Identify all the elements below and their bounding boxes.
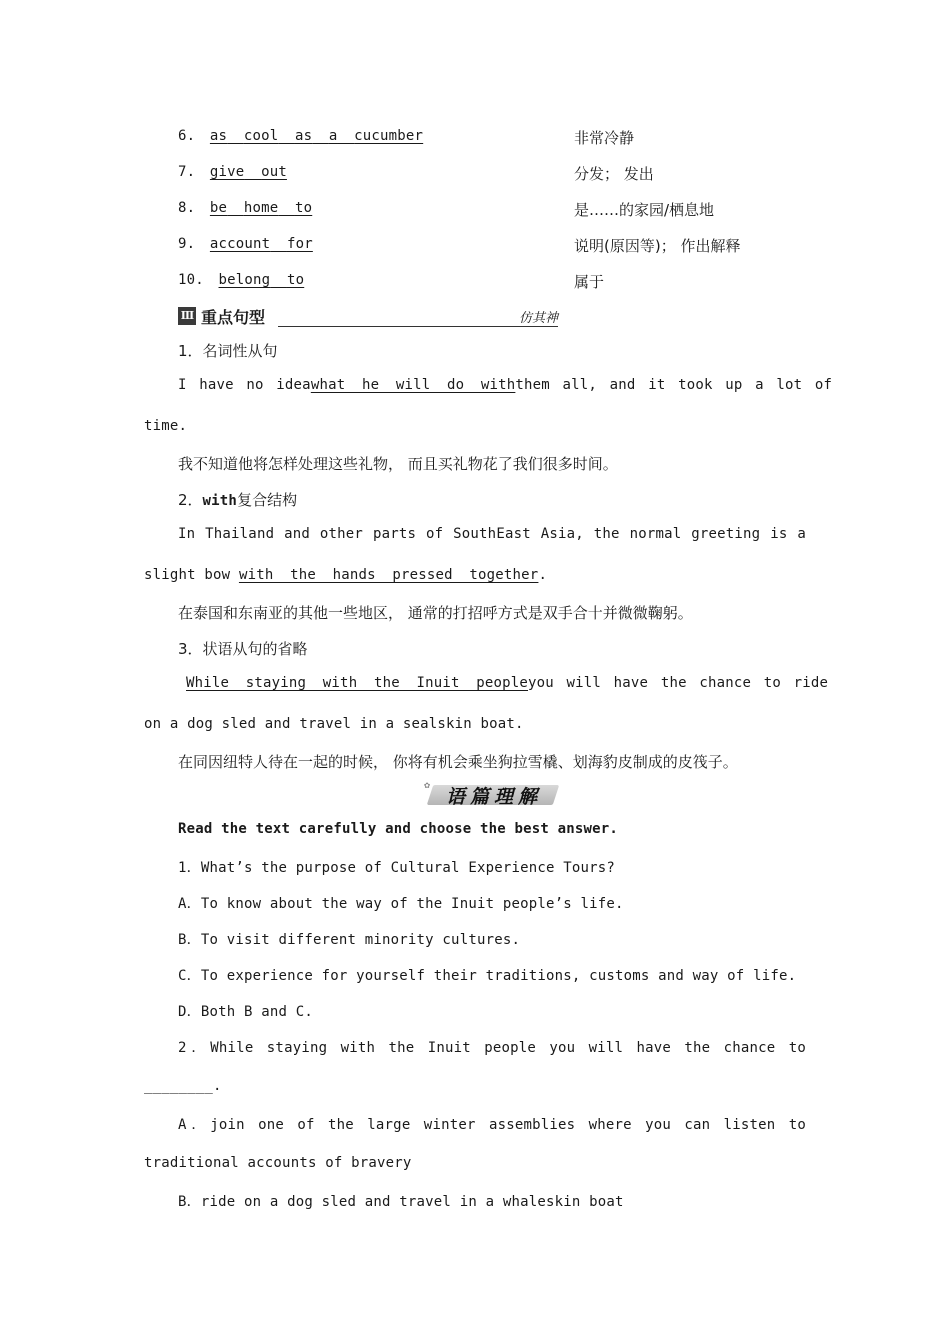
phrase-word: as	[209, 128, 228, 144]
question-2-line-1: 2．While staying with the Inuit people you will have the chance to	[178, 1040, 806, 1056]
section-header-key-sentences	[178, 304, 558, 328]
phrase-6	[178, 128, 423, 144]
phrase-word: give	[209, 164, 245, 180]
section-number-badge: Ⅲ	[178, 307, 196, 325]
answer-blank: what he will do with	[310, 377, 516, 393]
phrase-10	[178, 272, 304, 288]
pattern-3-translation: 在同因纽特人待在一起的时候， 你将有机会乘坐狗拉雪橇、划海豹皮制成的皮筏子。	[178, 753, 738, 771]
question-2-option-b: B．ride on a dog sled and travel in a whaleskin boat	[178, 1194, 624, 1210]
phrase-8	[178, 200, 312, 216]
text-segment: slight bow	[144, 567, 231, 583]
text-segment: .	[538, 567, 548, 583]
phrase-answer	[219, 272, 305, 288]
question-1-option-a: A．To know about the way of the Inuit people’s life.	[178, 896, 624, 912]
text-segment: I have no idea	[178, 377, 311, 393]
phrase-word: to	[294, 200, 313, 216]
section-divider	[278, 326, 558, 327]
question-1-option-b: B．To visit different minority cultures.	[178, 932, 521, 948]
phrase-word: a	[328, 128, 338, 144]
text-segment: you will have the chance to ride	[528, 675, 829, 691]
section-title: 重点句型	[201, 308, 266, 327]
phrase-word: be	[209, 200, 228, 216]
text-segment: them all, and it took up a lot of	[515, 377, 833, 393]
heading-keyword: with	[202, 493, 238, 509]
phrase-word: for	[286, 236, 313, 252]
pattern-2-translation: 在泰国和东南亚的其他一些地区， 通常的打招呼方式是双手合十并微微鞠躬。	[178, 604, 693, 622]
phrase-number: 6.	[178, 128, 196, 144]
question-1-option-c: C．To experience for yourself their traditions, customs and way of life.	[178, 968, 797, 984]
reading-comprehension-banner	[424, 780, 562, 810]
answer-blank: While staying with the Inuit people	[186, 675, 529, 691]
question-2-option-a-line-1: A．join one of the large winter assemblies where you can listen to	[178, 1117, 806, 1133]
phrase-9-meaning: 说明(原因等)； 作出解释	[574, 237, 741, 255]
phrase-word: home	[243, 200, 279, 216]
phrase-word: account	[209, 236, 271, 252]
pattern-2-line-2	[144, 567, 547, 583]
pattern-1-translation: 我不知道他将怎样处理这些礼物， 而且买礼物花了我们很多时间。	[178, 455, 618, 473]
phrase-number: 10.	[178, 272, 204, 288]
phrase-word: cool	[243, 128, 279, 144]
reading-instruction: Read the text carefully and choose the best answer.	[178, 821, 619, 837]
question-2-option-a-line-2: traditional accounts of bravery	[144, 1155, 412, 1171]
banner-title: 语篇理解	[446, 786, 543, 808]
pattern-3-line-1	[186, 675, 829, 691]
phrase-8-meaning: 是……的家园/栖息地	[574, 201, 715, 219]
section-tag: 仿其神	[518, 311, 558, 326]
phrase-number: 7.	[178, 164, 196, 180]
phrase-word: cucumber	[354, 128, 424, 144]
phrase-9	[178, 236, 313, 252]
answer-blank: with the hands pressed together	[238, 567, 539, 583]
phrase-number: 8.	[178, 200, 196, 216]
phrase-7-meaning: 分发； 发出	[574, 165, 654, 183]
heading-text: 复合结构	[237, 491, 298, 509]
phrase-answer	[210, 128, 423, 144]
phrase-answer	[210, 164, 287, 180]
phrase-number: 9.	[178, 236, 196, 252]
phrase-word: belong	[218, 272, 271, 288]
phrase-10-meaning: 属于	[574, 273, 605, 291]
question-1-option-d: D．Both B and C.	[178, 1004, 314, 1020]
banner-decoration-icon: ✿	[424, 780, 431, 791]
heading-number: 2．	[178, 491, 203, 509]
pattern-3-line-2: on a dog sled and travel in a sealskin boat.	[144, 716, 524, 732]
pattern-1-heading: 1．名词性从句	[178, 342, 278, 360]
phrase-word: out	[261, 164, 287, 180]
pattern-2-line-1: In Thailand and other parts of SouthEast Asia, the normal greeting is a	[178, 526, 806, 542]
phrase-7	[178, 164, 287, 180]
pattern-2-heading	[178, 489, 297, 510]
pattern-3-heading: 3．状语从句的省略	[178, 640, 308, 658]
pattern-1-line-1	[178, 377, 833, 393]
phrase-word: as	[294, 128, 313, 144]
phrase-word: to	[286, 272, 305, 288]
phrase-answer	[210, 236, 313, 252]
phrase-answer	[210, 200, 312, 216]
pattern-1-line-2: time.	[144, 418, 188, 434]
phrase-6-meaning: 非常冷静	[574, 129, 635, 147]
question-1: 1．What’s the purpose of Cultural Experience Tours?	[178, 860, 616, 876]
question-2-line-2: ________.	[144, 1078, 222, 1094]
